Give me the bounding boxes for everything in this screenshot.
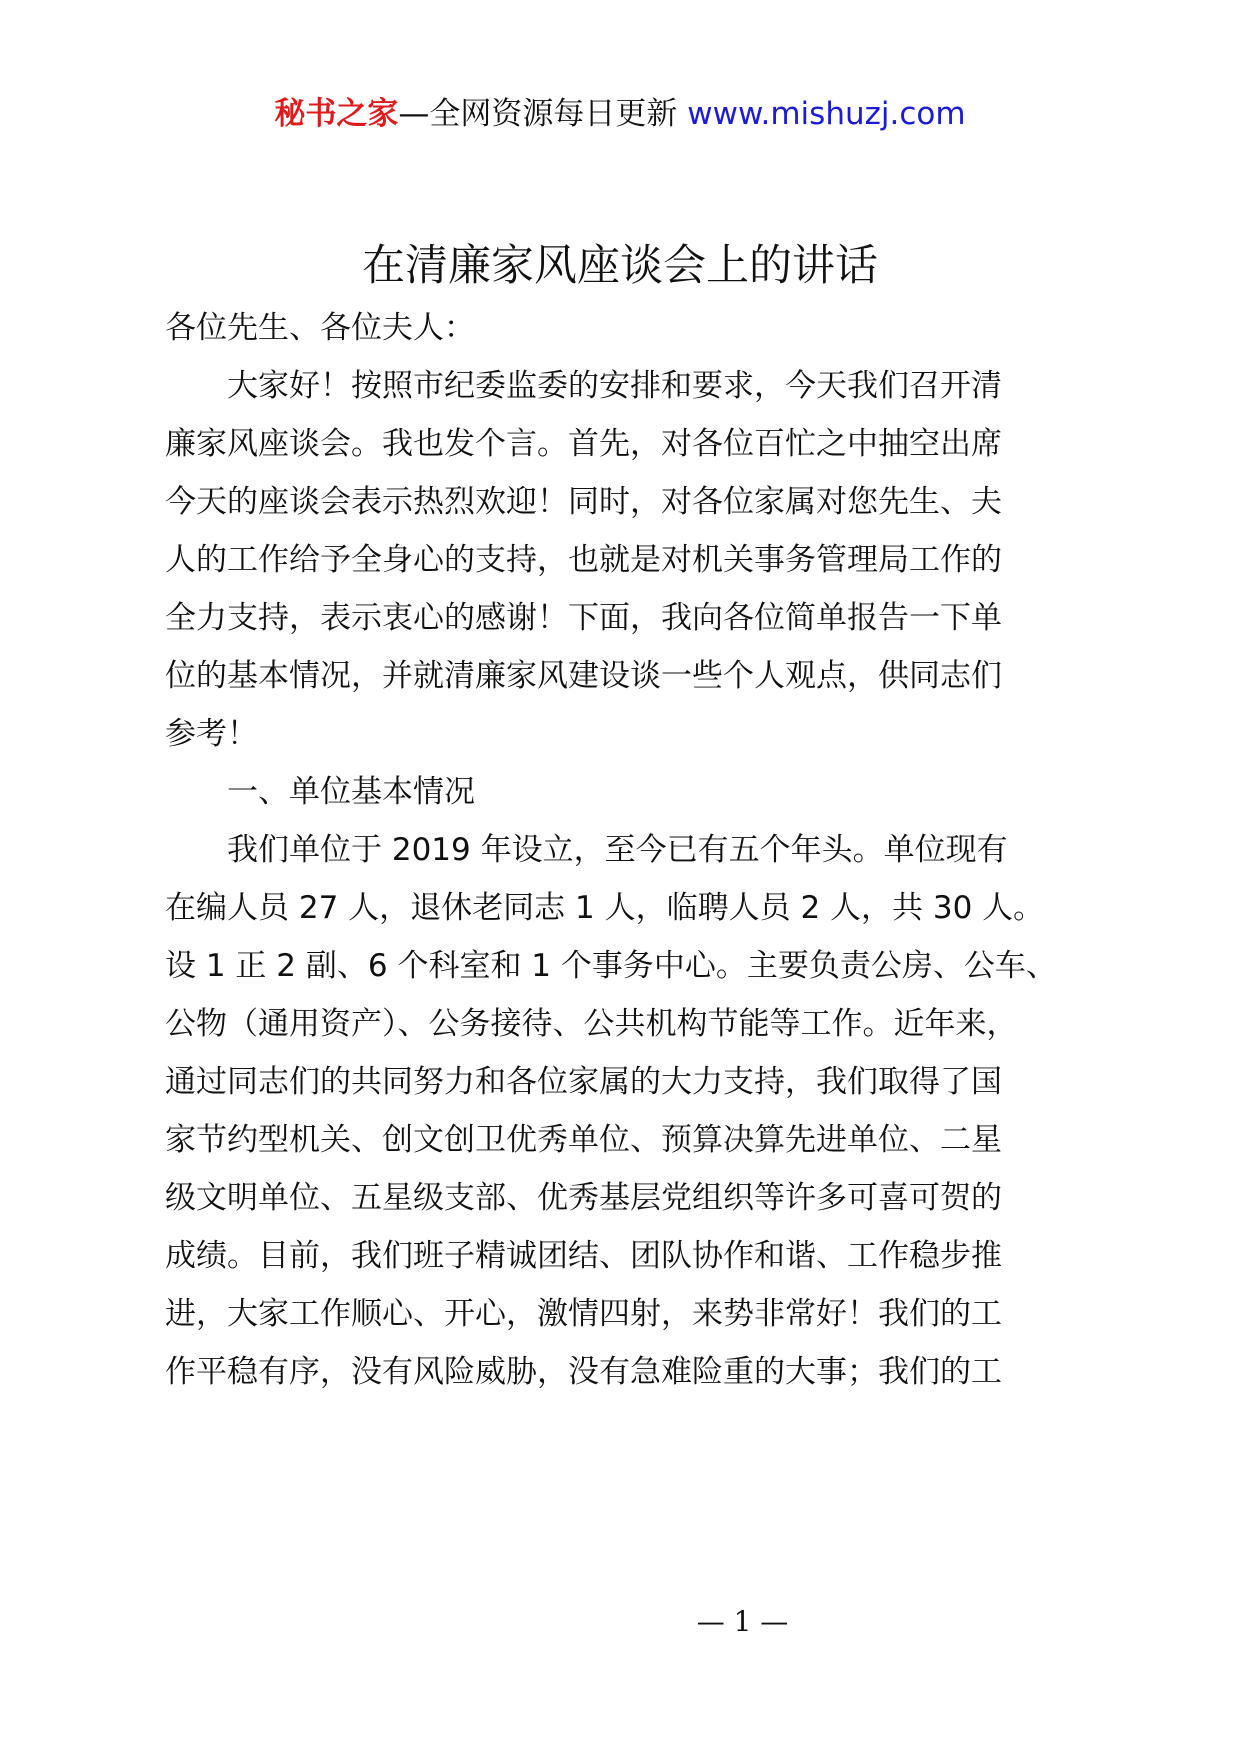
body-line: 作平稳有序，没有风险威胁，没有急难险重的大事；我们的工 [165,1354,1002,1390]
body-line: 家节约型机关、创文创卫优秀单位、预算决算先进单位、二星 [165,1122,1002,1158]
salutation: 各位先生、各位夫人： [165,310,475,346]
body-line: 人的工作给予全身心的支持，也就是对机关事务管理局工作的 [165,542,1002,578]
body-line: 设 1 正 2 副、6 个科室和 1 个事务中心。主要负责公房、公车、 [165,948,1057,984]
body-line: 通过同志们的共同努力和各位家属的大力支持，我们取得了国 [165,1064,1002,1100]
site-header [0,92,1240,136]
site-tagline: —全网资源每日更新 [398,96,688,132]
site-url-link[interactable]: www.mishuzj.com [687,96,966,132]
body-line: 参考！ [165,716,258,752]
body-line: 廉家风座谈会。我也发个言。首先，对各位百忙之中抽空出席 [165,426,1002,462]
body-line: 级文明单位、五星级支部、优秀基层党组织等许多可喜可贺的 [165,1180,1002,1216]
body-line: 公物（通用资产）、公务接待、公共机构节能等工作。近年来， [165,1006,1018,1042]
site-brand: 秘书之家 [274,96,399,132]
body-line: 在编人员 27 人，退休老同志 1 人，临聘人员 2 人，共 30 人。 [165,890,1045,926]
body-line: 进，大家工作顺心、开心，激情四射，来势非常好！我们的工 [165,1296,1002,1332]
body-line: 我们单位于 2019 年设立，至今已有五个年头。单位现有 [165,832,1008,868]
body-line: 全力支持，表示衷心的感谢！下面，我向各位简单报告一下单 [165,600,1002,636]
body-line: 大家好！按照市纪委监委的安排和要求，今天我们召开清 [165,368,1002,404]
section-heading: 一、单位基本情况 [165,774,475,810]
page-number: — 1 — [696,1605,789,1638]
body-line: 成绩。目前，我们班子精诚团结、团队协作和谐、工作稳步推 [165,1238,1002,1274]
body-line: 位的基本情况，并就清廉家风建设谈一些个人观点，供同志们 [165,658,1002,694]
document-title: 在清廉家风座谈会上的讲话 [362,241,878,291]
body-line: 今天的座谈会表示热烈欢迎！同时，对各位家属对您先生、夫 [165,484,1002,520]
